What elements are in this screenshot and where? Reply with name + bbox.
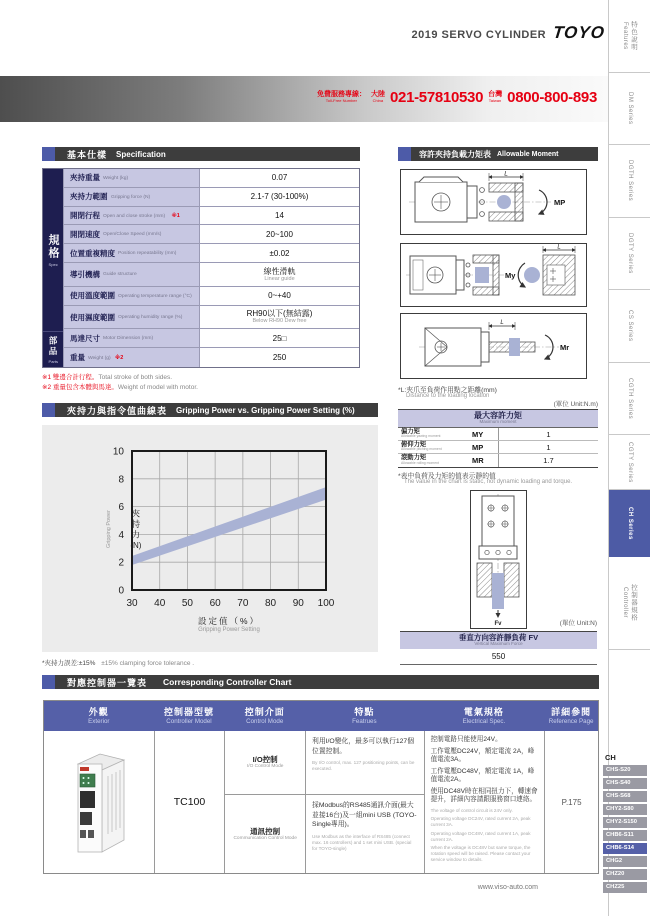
sidebar-tab-cs-series[interactable]: CS Series (609, 290, 650, 363)
static-note-en: The value in the chart is static, not dynamic loading and torque. (404, 479, 573, 485)
x-tick-label: 90 (292, 598, 304, 609)
io-control-mode-cell: I/O控制 I/O Control Mode (225, 731, 305, 795)
section-accent-square (42, 675, 55, 689)
l-note-en: Distance to the loading location (406, 393, 490, 399)
fv-table (400, 631, 597, 665)
hotline-region-taiwan: 台灣 Taiwan (488, 91, 503, 103)
model-group-label: CH (605, 753, 616, 762)
sidebar-tab-dgth-series[interactable]: DGTH Series (609, 145, 650, 218)
model-badge-chs-s20[interactable]: CHS-S20 (603, 765, 647, 776)
moment-section-header (398, 147, 598, 161)
fv-unit-note: (單位 Unit:N) (559, 620, 597, 627)
reference-page: P.175 (561, 797, 582, 807)
gripping-power-chart (42, 425, 378, 652)
mr-moment-label: Mr (560, 343, 570, 352)
model-badge-chs-s40[interactable]: CHS-S40 (603, 778, 647, 789)
controller-drive-image (64, 746, 134, 858)
chart-footnote: *夾持力誤差:±15% ±15% clamping force tolerance . (42, 660, 195, 667)
sidebar-tab-dgty-series[interactable]: DGTY Series (609, 218, 650, 290)
table-row: 導引機構 Guide structure 線性滑軌 Linear guide (64, 263, 359, 287)
controller-model-cell (154, 731, 225, 873)
x-tick-label: 30 (126, 598, 138, 609)
mp-diagram-box (400, 169, 587, 235)
moment-title-zh: 容許夾持負載力矩表 (419, 149, 491, 159)
controller-table-header: 外觀 Exterior 控制器型號 Controller Model 控制介面 Control Mode 特點 Featrues 電氣規格 Electrical Spec. 詳細參閱 Reference Page (44, 701, 598, 731)
my-diagram-box (400, 243, 587, 307)
toyo-logo: TOYO (552, 23, 607, 42)
section-accent-square (398, 147, 411, 161)
y-tick-label: 8 (118, 474, 124, 486)
hotline (317, 89, 597, 106)
controller-title-en: Corresponding Controller Chart (163, 677, 292, 687)
model-badge-chy2-s150[interactable]: CHY2-S150 (603, 817, 647, 828)
comm-features-cell: 採Modbus的RS485通訊介面(最大並接16台)及一組mini USB (TOYO-Single專用)。 Use Modbus as the interface of RS485 (connect max. 16 controllers) and 1 set mini USB. (special for TOYO-single) (312, 802, 417, 851)
spec-table (42, 168, 360, 368)
x-tick-label: 80 (265, 598, 277, 609)
spec-title-zh: 基本仕樣 (67, 149, 108, 160)
model-badge-chs-s68[interactable]: CHS-S68 (603, 791, 647, 802)
y-tick-label: 4 (118, 529, 124, 541)
fv-diagram-box (470, 490, 527, 629)
table-row: 位置重複精度 Position repeatability (mm) ±0.02 (64, 244, 359, 263)
chart-title-zh: 夾持力與指令值曲線表 (67, 405, 168, 416)
dimension-l-label: L (500, 320, 504, 326)
chart-title-en: Gripping Power vs. Gripping Power Setting (%) (176, 405, 355, 415)
spec-section-header (42, 147, 360, 161)
static-note-zh: *表中負荷及力矩的值表示靜的值 (398, 473, 496, 480)
fv-table-header: 垂直方向容許靜負荷 FV Vertical Maximum Force (400, 632, 597, 649)
y-tick-label: 6 (118, 502, 124, 514)
table-row: 夾持力範圍 Gripping force (N) 2.1-7 (30-100%) (64, 188, 359, 207)
chart-y-axis-label: Gripping Power 夾持力 (N) (105, 509, 142, 550)
controller-model: TC100 (173, 796, 206, 808)
footer-website: www.viso-auto.com (477, 884, 538, 891)
section-accent-square (42, 147, 55, 161)
l-note-zh: *L:夾爪至負荷作用點之距離(mm) (398, 387, 497, 394)
brand-header (412, 23, 606, 43)
model-badge-chb6-s11[interactable]: CHB6-S11 (603, 830, 647, 841)
table-row: 重量 Weight (g) ※2 250 (64, 348, 359, 367)
y-tick-label: 0 (118, 585, 124, 597)
y-tick-label: 10 (112, 446, 124, 458)
x-tick-label: 100 (317, 598, 335, 609)
controller-title-zh: 對應控制器一覽表 (67, 677, 148, 688)
x-tick-label: 40 (154, 598, 166, 609)
fv-value: 550 (400, 649, 597, 665)
y-tick-label: 2 (118, 557, 124, 569)
model-nav-list (603, 753, 647, 895)
controller-exterior-cell (44, 731, 154, 873)
fv-diagram (471, 491, 525, 627)
spec-group-spec: 規格 Spec (43, 169, 63, 331)
hotline-label: 免費服務專線： Toll-Free Number (316, 91, 366, 103)
x-tick-label: 50 (181, 598, 193, 609)
comm-control-mode-cell: 通訊控制 Communication Control Mode (233, 826, 297, 841)
sidebar-tab-dm-series[interactable]: DM Series (609, 73, 650, 145)
model-badge-chg2[interactable]: CHG2 (603, 856, 647, 867)
dimension-l-label: L (557, 244, 561, 251)
sidebar-tab-features[interactable]: Features 特色說明 (609, 0, 650, 73)
model-badge-chy2-s80[interactable]: CHY2-S80 (603, 804, 647, 815)
chart-x-axis-label: 設定值（%） Gripping Power Setting (197, 616, 261, 633)
hotline-phone-taiwan: 0800-800-893 (507, 89, 597, 106)
moment-table-header: 最大容許力矩 Maximum moment (398, 410, 598, 428)
spec-group-column (43, 169, 64, 367)
mr-diagram-box (400, 313, 587, 379)
moment-title-en: Allowable Moment (497, 150, 559, 158)
table-row: 馬達尺寸 Motor Dimension (mm) 25□ (64, 329, 359, 348)
sidebar-tab-ch-series[interactable]: CH Series (609, 490, 650, 557)
sidebar-tab-cgty-series[interactable]: CGTY Series (609, 435, 650, 490)
table-row: 滾動力矩 Allowable rolling moment MR 1.7 (398, 454, 598, 467)
tolerance-band (132, 487, 326, 565)
spec-footnote-1: ※1 雙邊合計行程。Total stroke of both sides. (42, 374, 173, 381)
fv-force-label: Fv (494, 621, 502, 627)
mp-diagram (401, 170, 585, 233)
table-row: 偏力矩 Allowable yawing moment MY 1 (398, 428, 598, 441)
table-row: 使用濕度範圍 Operating humidity range (%) RH90以下(無結露) Below RH90 Dew free (64, 306, 359, 330)
model-badge-chb6-s14[interactable]: CHB6-S14 (603, 843, 647, 854)
x-tick-label: 60 (209, 598, 221, 609)
reference-page-cell (544, 731, 598, 873)
spec-footnote-2: ※2 重量包含本體與馬達。Weight of model with motor. (42, 384, 198, 391)
my-diagram (401, 244, 585, 305)
chart-section-header (42, 403, 378, 417)
spec-group-parts: 部品 Parts (43, 331, 63, 367)
controller-table (43, 700, 599, 874)
mr-diagram (401, 314, 585, 377)
spec-title-en: Specification (116, 149, 166, 159)
table-row: 開閉行程 Open and close stroke (mm) ※1 14 (64, 207, 359, 226)
catalog-title: 2019 SERVO CYLINDER (411, 29, 547, 41)
dimension-l-label: L (504, 170, 508, 178)
moment-unit-note: (單位 Unit:N.m) (553, 401, 598, 408)
control-mode-column (224, 731, 305, 873)
electrical-spec-cell: 控制電路只能使用24V。 工作電壓DC24V，額定電流 2A，峰值電流3A。 工作電壓DC48V，額定電流 1A，峰值電流2A。 使用DC48V時在相同扭力下，轉速會提升，詳細內容請跟服務窗口連絡。 The voltage of control circuit is 24V only. Operating voltage DC24V, rated current 2A, peak current 3A. Operating voltage DC48V, rated current 1A, peak current 2A. When the voltage is DC48V but same torque, the rotation speed will be raised. Please contact your service window to details. (424, 731, 545, 873)
my-moment-label: My (505, 271, 516, 280)
table-row: 俯仰力矩 Allowable pitching moment MP 1 (398, 441, 598, 454)
mp-moment-label: MP (554, 198, 566, 207)
x-tick-label: 70 (237, 598, 249, 609)
sidebar-tab-controller[interactable]: Controller 控制器規格 (609, 557, 650, 650)
model-badge-chz25[interactable]: CHZ25 (603, 882, 647, 893)
hotline-phone-china: 021-57810530 (389, 89, 484, 106)
table-row: 開閉速度 Open/Close Speed (mm/s) 20~100 (64, 225, 359, 244)
controller-section-header (42, 675, 599, 689)
table-row: 使用溫度範圍 Operating temperature range (°C) 0~+40 (64, 287, 359, 306)
sidebar-tab-cgth-series[interactable]: CGTH Series (609, 363, 650, 435)
model-badge-chz20[interactable]: CHZ20 (603, 869, 647, 880)
io-features-cell: 利用I/O變化，最多可以執行127個位置控制。 By I/O control, max. 127 positioning points, can be executed. (306, 731, 424, 795)
table-row: 夾持重量 Weight (kg) 0.07 (64, 169, 359, 188)
section-accent-square (42, 403, 55, 417)
hotline-region-china: 大陸 China (370, 91, 385, 103)
moment-table (398, 409, 598, 468)
features-column (305, 731, 424, 873)
